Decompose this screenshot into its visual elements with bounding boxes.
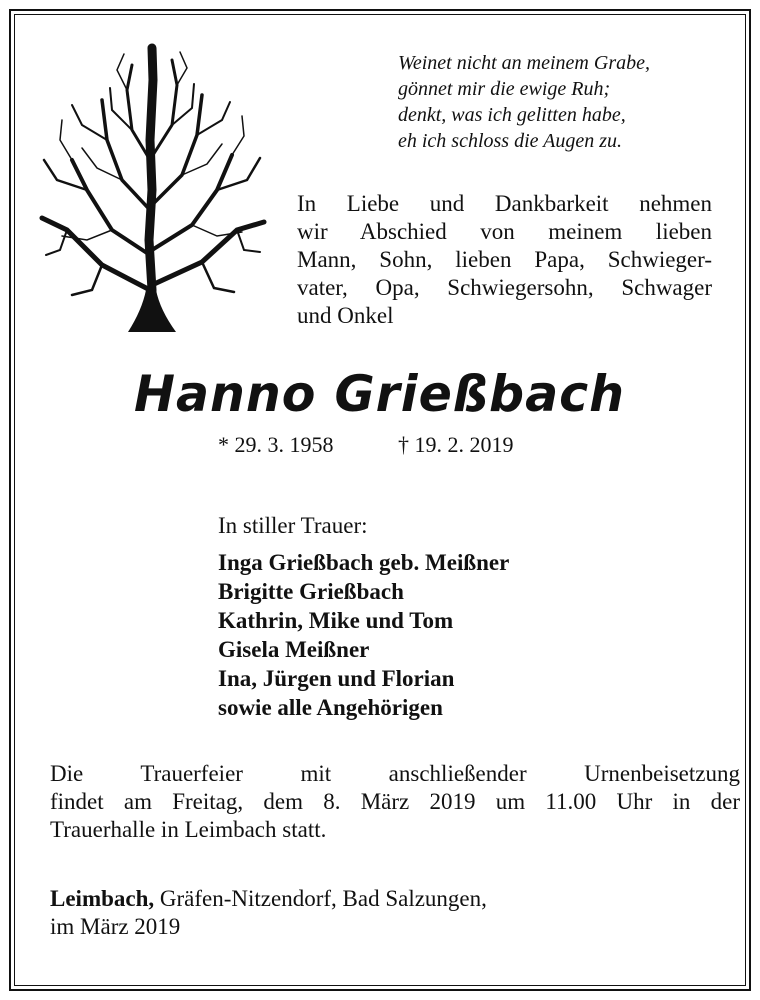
deceased-name-text: Hanno Grießbach — [134, 365, 626, 423]
funeral-line: Trauerhalle in Leimbach statt. — [50, 817, 327, 842]
mourner: Inga Grießbach geb. Meißner — [218, 550, 510, 575]
mourning-title: In stiller Trauer: — [218, 513, 368, 538]
date-line: im März 2019 — [50, 914, 181, 939]
place-line — [50, 885, 487, 913]
intro-text — [297, 190, 712, 330]
verse-line: eh ich schloss die Augen zu. — [398, 130, 623, 152]
mourner: sowie alle Angehörigen — [218, 695, 443, 720]
place-and-date — [50, 885, 487, 941]
mourner: Kathrin, Mike und Tom — [218, 608, 454, 633]
birth-date: * 29. 3. 1958 — [218, 432, 334, 457]
place-rest: Gräfen-Nitzendorf, Bad Salzungen, — [154, 886, 487, 911]
funeral-line: findet am Freitag, dem 8. März 2019 um 11.00 Uhr in der — [50, 789, 740, 814]
intro-line: und Onkel — [297, 303, 394, 328]
tree-illustration — [32, 40, 272, 332]
intro-line: wir Abschied von meinem lieben — [297, 219, 712, 244]
funeral-info — [50, 760, 740, 844]
verse-line: gönnet mir die ewige Ruh; — [398, 78, 611, 100]
verse — [398, 50, 728, 154]
mourners-list — [218, 548, 509, 722]
intro-line: Mann, Sohn, lieben Papa, Schwieger- — [297, 247, 712, 272]
verse-line: Weinet nicht an meinem Grabe, — [398, 52, 650, 74]
intro-line: vater, Opa, Schwiegersohn, Schwager — [297, 275, 712, 300]
intro-line: In Liebe und Dankbarkeit nehmen — [297, 191, 712, 216]
place-bold: Leimbach, — [50, 886, 155, 911]
funeral-line: Die Trauerfeier mit anschließender Urnenbeisetzung — [50, 761, 740, 786]
death-date: † 19. 2. 2019 — [398, 432, 514, 457]
deceased-name — [0, 365, 760, 423]
verse-line: denkt, was ich gelitten habe, — [398, 104, 626, 126]
mourner: Ina, Jürgen und Florian — [218, 666, 455, 691]
mourner: Brigitte Grießbach — [218, 579, 404, 604]
mourner: Gisela Meißner — [218, 637, 370, 662]
